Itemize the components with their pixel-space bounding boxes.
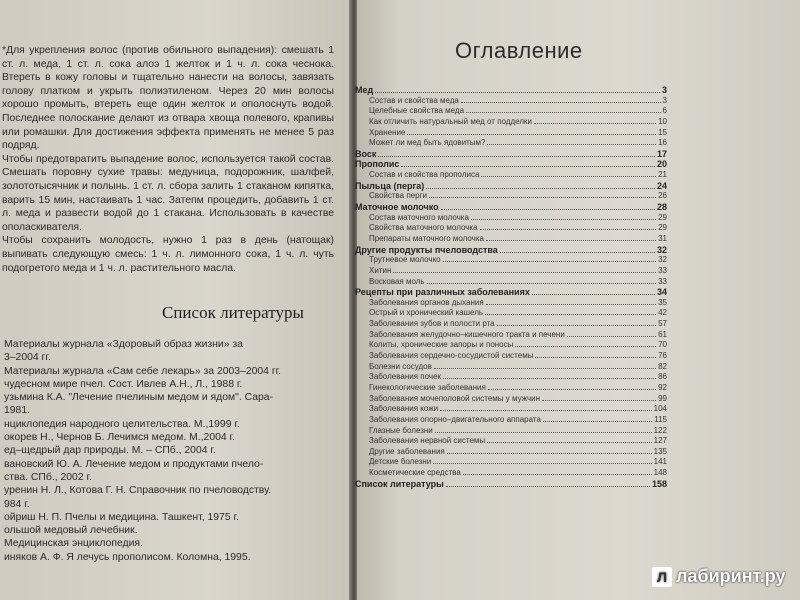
toc-entry-page: 33 [658, 276, 667, 286]
toc-leader-dots [447, 453, 652, 454]
toc-entry-label: Целебные свойства меда [369, 106, 465, 116]
toc-entry-label: Заболевания опорно–двигательного аппарата [369, 414, 541, 424]
toc-leader-dots [542, 400, 656, 401]
toc-entry-page: 76 [658, 351, 667, 361]
toc-leader-dots [427, 283, 656, 284]
toc-entry-label: Детские болезни [369, 457, 432, 467]
toc-leader-dots [488, 389, 656, 390]
toc-section [355, 149, 667, 160]
toc-entry-label: Свойства перги [369, 191, 427, 201]
toc-subsection [355, 340, 667, 351]
toc-entry-label: Заболевания органов дыхания [369, 297, 484, 307]
toc-entry-label: Состав и свойства прополиса [369, 170, 480, 180]
toc-entry-page: 61 [658, 329, 667, 339]
toc-entry-page: 34 [656, 287, 667, 298]
toc-entry-page: 148 [653, 468, 667, 478]
toc-leader-dots [446, 486, 650, 487]
toc-leader-dots [471, 219, 656, 220]
toc-title: Оглавление [455, 38, 583, 63]
toc-entry-label: Прополис [355, 159, 400, 170]
toc-subsection [355, 234, 667, 245]
recipe-paragraph-youth: Чтобы сохранить молодость, нужно 1 раз в день (натощак) выпивать следующую смесь: 1 ч. л. лимонного сока, 1 ч. л. чуть подогретого меда и 1 ч. л. растительного масла. [2, 235, 334, 274]
toc-subsection [355, 468, 667, 479]
toc-entry-page: 135 [653, 446, 667, 456]
toc-subsection [355, 138, 667, 149]
toc-entry-label: Заболевания кожи [369, 404, 439, 414]
toc-entry-page: 26 [658, 191, 667, 201]
bibliography-entry: Материалы журнала «Здоровый образ жизни» за [4, 339, 243, 350]
labirint-logo-icon: Л [652, 567, 672, 587]
toc-entry-label: Может ли мед быть ядовитым? [369, 138, 486, 148]
toc-leader-dots [443, 378, 656, 379]
toc-leader-dots [480, 229, 657, 230]
toc-leader-dots [481, 176, 656, 177]
toc-leader-dots [401, 166, 655, 167]
toc-entry-page: 29 [658, 223, 667, 233]
toc-entry-page: 3 [661, 85, 667, 95]
toc-leader-dots [466, 112, 661, 113]
toc-subsection [355, 298, 667, 309]
toc-entry-page: 17 [656, 148, 667, 159]
toc-entry-page: 70 [658, 340, 667, 350]
toc-subsection [355, 426, 667, 437]
watermark-text: лабиринт.ру [676, 566, 786, 586]
toc-entry-page: 32 [656, 244, 667, 255]
bibliography-entry: чудесном мире пчел. Сост. Ивлев А.Н., Л., 1988 г. [4, 378, 243, 390]
toc-entry-page: 32 [658, 255, 667, 265]
toc-subsection [355, 383, 667, 394]
toc-entry-page: 15 [658, 127, 667, 137]
bibliography-entry: уренин Н. Л., Котова Г. Н. Справочник по пчеловодству. [4, 485, 272, 497]
toc-entry-label: Заболевания сердечно-сосудистой системы [369, 351, 534, 361]
toc-leader-dots [500, 252, 655, 253]
bibliography-entry: 1981. [4, 405, 31, 417]
toc-section [355, 479, 667, 490]
bibliography-entry: ойриш Н. П. Пчелы и медицина. Ташкент, 1975 г. [4, 511, 239, 523]
toc-leader-dots [532, 294, 655, 295]
toc-leader-dots [378, 156, 655, 157]
toc-entry-label: Заболевания зубов и полости рта [369, 319, 495, 329]
toc-entry-label: Колиты, хронические запоры и поносы [369, 340, 514, 350]
toc-entry-page: 122 [653, 425, 667, 435]
bibliography-entry: Медицинская энциклопедия. [4, 538, 143, 550]
toc-entry-label: Трутневое молочко [369, 255, 441, 265]
toc-leader-dots [441, 209, 655, 210]
toc-section [355, 245, 667, 256]
toc-subsection [355, 128, 667, 139]
toc-entry-label: Болезни сосудов [369, 361, 432, 371]
toc-leader-dots [433, 463, 651, 464]
toc-entry-page: 57 [658, 319, 667, 329]
recipe-paragraph-hair-loss: Чтобы предотвратить выпадение волос, используется такой состав. Смешать поровну сухие травы: медуница, подорожник, шалфей, золототысячник и полынь. 1 ст. л. сбора залить 1 стаканом кипятка, варить 15 мин, настаивать 1 час. Затепм процедить, добавить 1 ст. л. меда и развести водой до 1 стакана. Использовать в качестве ополаскивателя. [2, 153, 334, 233]
toc-entry-label: Рецепты при различных заболеваниях [355, 287, 530, 298]
toc-entry-label: Глазные болезни [369, 425, 433, 435]
toc-entry-page: 99 [658, 393, 667, 403]
bibliography-entry: 984 г. [4, 498, 30, 510]
toc-subsection [355, 319, 667, 330]
toc-entry-label: Восковая моль [369, 276, 425, 286]
toc-leader-dots [429, 197, 656, 198]
toc-entry-page: 24 [656, 180, 667, 191]
toc-leader-dots [487, 144, 656, 145]
toc-leader-dots [435, 432, 652, 433]
toc-entry-label: Маточное молочко [355, 202, 439, 213]
toc-leader-dots [461, 102, 661, 103]
toc-entry-label: Воск [355, 148, 377, 159]
toc-entry-label: Острый и хронический кашель [369, 308, 484, 318]
toc-entry-page: 29 [658, 212, 667, 222]
toc-leader-dots [534, 123, 656, 124]
toc-entry-label: Хитин [369, 265, 392, 275]
recipe-text [2, 44, 334, 275]
toc-leader-dots [543, 421, 652, 422]
toc-leader-dots [407, 134, 656, 135]
toc-section [355, 181, 667, 192]
toc-entry-page: 16 [658, 138, 667, 148]
toc-leader-dots [443, 261, 656, 262]
toc-section [355, 159, 667, 170]
toc-subsection [355, 362, 667, 373]
toc-leader-dots [486, 240, 656, 241]
toc-entry-page: 127 [653, 436, 667, 446]
toc-subsection [355, 191, 667, 202]
toc-subsection [355, 277, 667, 288]
left-page [0, 0, 352, 600]
toc-subsection [355, 213, 667, 224]
toc-subsection [355, 330, 667, 341]
toc-entry-page: 28 [656, 202, 667, 213]
toc-leader-dots [486, 304, 656, 305]
toc-entry-label: Пыльца (перга) [355, 180, 425, 191]
bibliography-entry: ольшой медовый лечебник. [4, 525, 138, 537]
toc-entry-page: 158 [651, 478, 667, 489]
toc-entry-page: 21 [658, 170, 667, 180]
toc-entry-label: Заболевания мочеполовой системы у мужчин [369, 393, 540, 403]
toc-section [355, 202, 667, 213]
toc-leader-dots [535, 357, 656, 358]
toc-entry-page: 86 [658, 372, 667, 382]
toc-entry-label: Хранение [369, 127, 406, 137]
bibliography-entry: иняков А. Ф. Я лечусь прополисом. Коломна, 1995. [4, 551, 251, 563]
toc-entry-label: Препараты маточного молочка [369, 233, 484, 243]
toc-entry-label: Свойства маточного молочка [369, 223, 478, 233]
bibliography-entry: Материалы журнала «Сам себе лекарь» за 2003–2004 гг. [4, 365, 282, 377]
toc-leader-dots [497, 325, 656, 326]
toc-leader-dots [485, 314, 656, 315]
toc-subsection [355, 266, 667, 277]
bibliography-heading: Список литературы [162, 303, 304, 322]
bibliography-entry: ед–щедрый дар природы. М. – СПб., 2004 г. [4, 445, 216, 457]
toc-entry-page: 6 [662, 106, 667, 116]
toc-entry-page: 141 [653, 457, 667, 467]
toc-leader-dots [434, 368, 656, 369]
toc-entry-page: 115 [654, 414, 667, 424]
toc-entry-label: Список литературы [355, 478, 444, 489]
toc-entry-label: Другие продукты пчеловодства [355, 244, 498, 255]
toc-entry-label: Мед [355, 85, 374, 95]
toc-entry-page: 33 [658, 265, 667, 275]
table-of-contents [355, 85, 667, 489]
toc-leader-dots [393, 272, 656, 273]
toc-subsection [355, 117, 667, 128]
toc-leader-dots [426, 188, 655, 189]
toc-section [355, 287, 667, 298]
watermark [652, 566, 786, 587]
toc-entry-label: Косметические средства [369, 468, 461, 478]
toc-entry-label: Другие заболевания [369, 446, 445, 456]
toc-subsection [355, 457, 667, 468]
toc-subsection [355, 436, 667, 447]
toc-subsection [355, 394, 667, 405]
toc-subsection [355, 223, 667, 234]
toc-subsection [355, 106, 667, 117]
toc-subsection [355, 351, 667, 362]
toc-entry-label: Заболевания нервной системы [369, 436, 486, 446]
toc-entry-page: 20 [656, 159, 667, 170]
toc-entry-page: 35 [658, 297, 667, 307]
toc-entry-label: Заболевания желудочно–кишечного тракта и печени [369, 329, 565, 339]
toc-section [355, 85, 667, 96]
toc-subsection [355, 372, 667, 383]
toc-leader-dots [375, 92, 660, 93]
bibliography-entry: ства. СПб., 2002 г. [4, 471, 92, 483]
toc-entry-page: 104 [653, 404, 667, 414]
toc-entry-label: Заболевания почек [369, 372, 442, 382]
toc-subsection [355, 404, 667, 415]
bibliography-entry: нциклопедия народного целительства. М.,1999 г. [4, 418, 240, 430]
toc-entry-page: 3 [662, 95, 667, 105]
toc-subsection [355, 447, 667, 458]
toc-subsection [355, 308, 667, 319]
toc-entry-page: 10 [658, 116, 667, 126]
toc-subsection [355, 255, 667, 266]
toc-leader-dots [567, 336, 656, 337]
toc-entry-page: 42 [658, 308, 667, 318]
bibliography-entry: вановский Ю. А. Лечение медом и продуктами пчело- [4, 458, 264, 470]
bibliography-entry: узьмина К.А. "Лечение пчелиным медом и ядом". Сара- [4, 392, 274, 404]
toc-entry-page: 92 [658, 382, 667, 392]
bibliography-entry: окорев Н., Чернов Б. Лечимся медом. М.,2004 г. [4, 432, 235, 444]
toc-entry-label: Как отличить натуральный мед от подделки [369, 116, 532, 126]
toc-subsection [355, 96, 667, 107]
bibliography-list [4, 338, 336, 564]
toc-subsection [355, 170, 667, 181]
toc-leader-dots [440, 410, 652, 411]
toc-entry-label: Состав и свойства меда [369, 95, 459, 105]
toc-entry-label: Состав маточного молочка [369, 212, 469, 222]
toc-subsection [355, 415, 667, 426]
recipe-paragraph-hair-strengthening: *Для укрепления волос (против обильного выпадения): смешать 1 ст. л. меда, 1 ст. л. сока алоэ 1 желток и 1 ч. л. сока чеснока. Втереть в кожу головы и тщательно нанести на волосы, завязать голову платком и укрыть полиэтиленом. Через 20 мин волосы хорошо промыть, втереть еще один желток и ополоснуть водой. Последнее полоскание делают из отвара хвоща полевого, крапивы или ромашки. Для достижения эффекта применять не менее 5 раз подряд. [2, 45, 334, 152]
toc-entry-page: 82 [658, 361, 667, 371]
toc-leader-dots [515, 346, 656, 347]
toc-entry-label: Гинекологические заболевания [369, 382, 486, 392]
bibliography-entry: 3–2004 гг. [4, 352, 51, 364]
toc-leader-dots [487, 442, 651, 443]
toc-entry-page: 31 [658, 233, 667, 243]
toc-leader-dots [463, 474, 652, 475]
